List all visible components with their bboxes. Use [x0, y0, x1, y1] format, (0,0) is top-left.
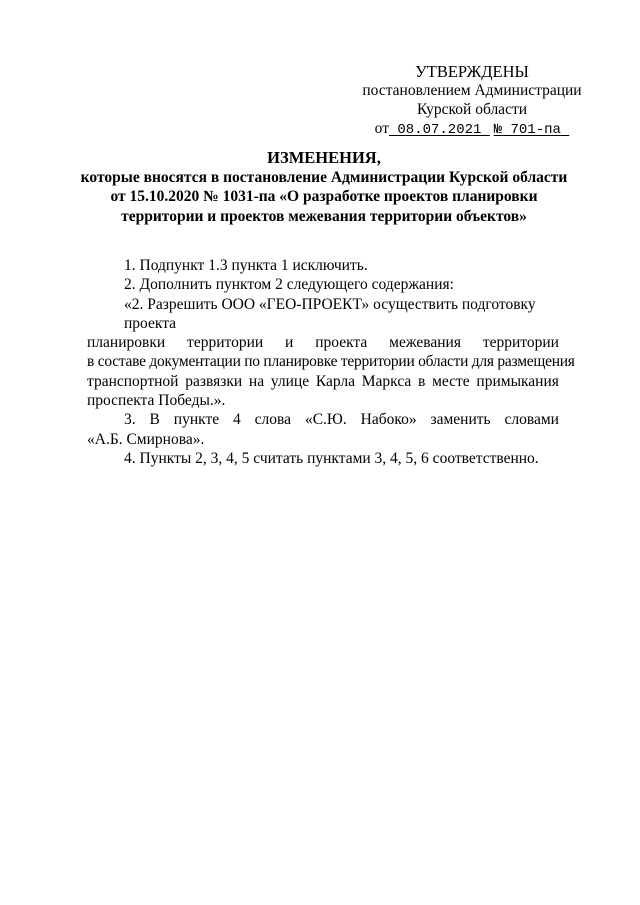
item-2-quote-line-3: в составе документации по планировке территории области для размещения	[87, 353, 575, 371]
heading-line-1: которые вносятся в постановление Администрации Курской области	[80, 168, 568, 186]
item-1: 1. Подпункт 1.3 пункта 1 исключить.	[124, 257, 368, 274]
item-3-line-2: «А.Б. Смирнова».	[87, 430, 205, 448]
approval-date: 08.07.2021	[397, 122, 482, 138]
approval-from-label: от	[374, 120, 389, 137]
heading-title: ИЗМЕНЕНИЯ,	[267, 148, 381, 167]
item-3-line-1: 3. В пункте 4 слова «С.Ю. Набоко» заменить словами	[124, 411, 559, 429]
approval-number: № 701-па	[493, 122, 561, 138]
item-2-quote-line-1: «2. Разрешить ООО «ГЕО-ПРОЕКТ» осуществить подготовку проекта	[124, 295, 536, 332]
approval-title: УТВЕРЖДЕНЫ	[415, 62, 529, 81]
item-4: 4. Пункты 2, 3, 4, 5 считать пунктами 3, 4, 5, 6 соответственно.	[124, 449, 539, 467]
heading-line-3: территории и проектов межевания территории объектов»	[121, 207, 527, 225]
document-heading	[70, 148, 578, 226]
item-2-quote-line-2: планировки территории и проекта межевания территории	[87, 334, 559, 352]
item-2-quote-line-4: транспортной развязки на улице Карла Маркса в месте примыкания	[87, 372, 559, 390]
approval-date-line	[356, 119, 588, 140]
item-2: 2. Дополнить пунктом 2 следующего содержания:	[124, 276, 454, 294]
heading-line-2: от 15.10.2020 № 1031-па «О разработке проектов планировки	[110, 188, 538, 205]
item-2-quote-line-5: проспекта Победы.».	[87, 392, 226, 410]
approval-line-2: Курской области	[416, 101, 528, 118]
approval-line-1: постановлением Администрации	[362, 82, 582, 99]
document-body	[87, 256, 575, 468]
approval-stamp	[356, 62, 588, 140]
